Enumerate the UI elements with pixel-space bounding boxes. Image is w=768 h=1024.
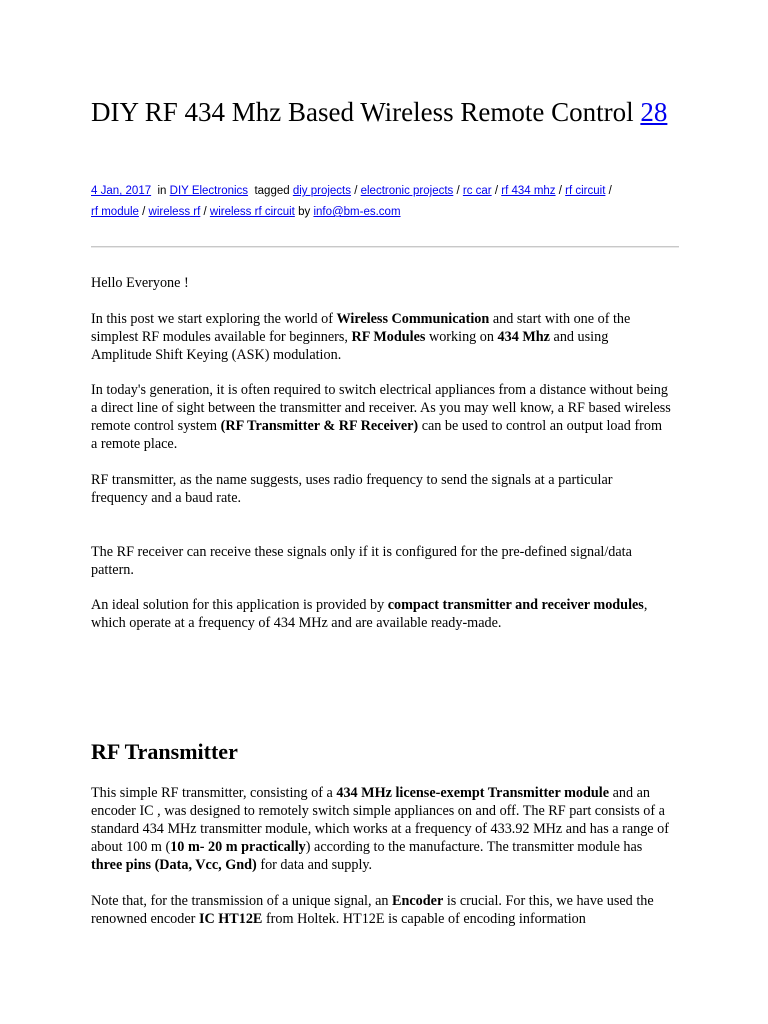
in-label: in <box>157 185 167 197</box>
receiver-paragraph: The RF receiver can receive these signals only if it is configured for the pre-defined signal/data pattern. <box>91 544 632 578</box>
bold-text: (RF Transmitter & RF Receiver) <box>220 418 419 434</box>
tag-link-wireless-rf[interactable]: wireless rf <box>148 206 201 218</box>
tag-link-rf-module[interactable]: rf module <box>91 206 139 218</box>
text-span: This simple RF transmitter, consisting of a <box>91 785 337 801</box>
tag-link-wireless-rf-circuit[interactable]: wireless rf circuit <box>209 206 295 218</box>
bold-text: Wireless Communication <box>336 311 490 327</box>
bold-text: IC HT12E <box>198 911 263 927</box>
text-span: , which operate at a frequency of 434 MHz and are available ready-made. <box>91 597 648 631</box>
bold-text: three pins (Data, Vcc, Gnd) <box>91 857 257 873</box>
bold-text: 10 m- 20 m practically <box>170 839 306 855</box>
tx-description-paragraph <box>91 784 671 874</box>
tag-link-rc-car[interactable]: rc car <box>462 185 492 197</box>
text-span: and using Amplitude Shift Keying (ASK) modulation. <box>91 329 609 363</box>
by-label: by <box>298 206 311 218</box>
text-span: working on <box>425 329 498 345</box>
text-span: Note that, for the transmission of a unique signal, an <box>91 893 393 909</box>
category-link[interactable]: DIY Electronics <box>169 185 249 197</box>
comment-count-link[interactable]: 28 <box>640 97 668 127</box>
tag-link-rf-circuit[interactable]: rf circuit <box>565 185 606 197</box>
greeting-paragraph: Hello Everyone ! <box>91 275 189 291</box>
text-span: An ideal solution for this application is provided by <box>91 597 388 613</box>
section-heading-rf-transmitter: RF Transmitter <box>91 739 238 764</box>
text-span: ) according to the manufacture. The transmitter module has <box>305 839 643 855</box>
text-span: from Holtek. HT12E is capable of encoding information <box>262 911 586 927</box>
post-title-text: DIY RF 434 Mhz Based Wireless Remote Control <box>91 97 634 127</box>
tag-link-diy-projects[interactable]: diy projects <box>292 185 352 197</box>
text-span: In this post we start exploring the world of <box>91 311 337 327</box>
bold-text: 434 Mhz <box>497 329 550 345</box>
post-meta: 4 Jan, 2017 in DIY Electronics tagged diy projects / electronic projects / rc car / rf 434 mhz / rf circuit / rf module / wireless rf / wireless rf circuit by info@bm-es.com <box>91 185 612 218</box>
author-link[interactable]: info@bm-es.com <box>313 206 401 218</box>
context-paragraph <box>91 381 671 453</box>
bold-text: compact transmitter and receiver modules <box>387 597 644 613</box>
intro-paragraph <box>91 310 671 364</box>
divider <box>91 246 679 248</box>
post-date-link[interactable]: 4 Jan, 2017 <box>91 185 152 197</box>
bold-text: RF Modules <box>351 329 426 345</box>
tag-link-electronic-projects[interactable]: electronic projects <box>360 185 454 197</box>
text-span: and an encoder IC , was designed to remotely switch simple appliances on and off. The RF part consists of a standard 434 MHz transmitter module, which works at a frequency of 433.92 MHz and has a range of about 100 m ( <box>91 785 669 855</box>
tagged-label: tagged <box>254 185 290 197</box>
text-span: for data and supply. <box>256 857 373 873</box>
text-span: is crucial. For this, we have used the renowned encoder <box>91 893 654 927</box>
encoder-paragraph <box>91 892 671 928</box>
bold-text: Encoder <box>392 893 444 909</box>
solution-paragraph <box>91 596 671 632</box>
text-span: and start with one of the simplest RF modules available for beginners, <box>91 311 631 345</box>
page-title <box>91 94 681 130</box>
text-span: In today's generation, it is often required to switch electrical appliances from a distance without being a direct line of sight between the transmitter and receiver. As you may well know, a RF based wireless remote control system <box>91 382 671 434</box>
tag-link-rf-434-mhz[interactable]: rf 434 mhz <box>501 185 556 197</box>
text-span: can be used to control an output load from a remote place. <box>91 418 663 452</box>
transmitter-paragraph: RF transmitter, as the name suggests, uses radio frequency to send the signals at a particular frequency and a baud rate. <box>91 472 613 506</box>
bold-text: 434 MHz license-exempt Transmitter module <box>336 785 610 801</box>
